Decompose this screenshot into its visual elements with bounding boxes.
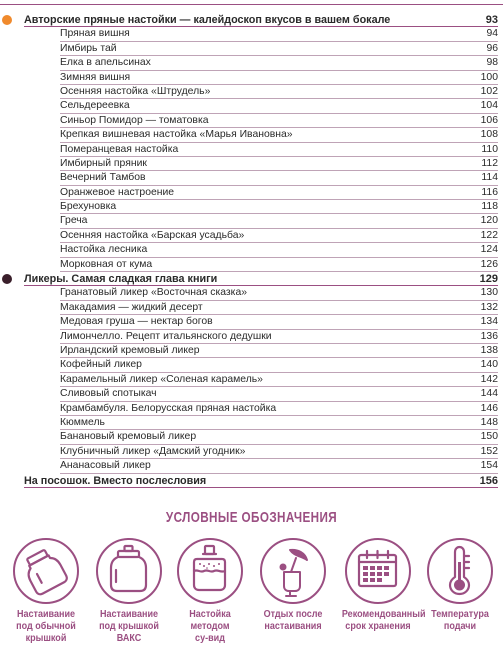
toc-row[interactable] [0,315,503,329]
toc-title: Осенняя настойка «Барская усадьба» [60,229,245,241]
toc-title: Ананасовый ликер [60,460,151,472]
calendar-icon [347,540,408,601]
legend-caption-line: срок хранения [345,620,411,632]
toc-title: Медовая груша — нектар богов [60,316,213,328]
top-divider [0,4,503,5]
toc-row[interactable] [0,99,503,113]
toc-title: Осенняя настойка «Штрудель» [60,85,211,97]
toc-page-number: 98 [486,57,498,69]
thermometer-icon [429,540,490,601]
legend-caption-line: Температура [431,608,489,620]
toc-row[interactable] [0,42,503,56]
toc-row[interactable] [0,301,503,315]
toc-row[interactable] [0,157,503,171]
toc-title: Померанцевая настойка [60,143,179,155]
toc-page-number: 108 [480,129,498,141]
legend-circle [96,538,162,604]
toc-page-number: 136 [480,330,498,342]
toc-page-number: 144 [480,388,498,400]
toc-row[interactable] [0,186,503,200]
toc-page-number: 116 [481,186,498,198]
legend-caption-line: Настаивание [99,608,159,620]
jar-lid-icon [15,540,76,601]
toc-title: Крамбамбуля. Белорусская пряная настойка [60,402,277,414]
toc-page-number: 138 [480,344,498,356]
toc-row[interactable] [0,200,503,214]
toc-title: Лимончелло. Рецепт итальянского дедушки [60,330,272,342]
legend-caption-line: су-вид [195,632,225,644]
sous-vide-icon [179,540,240,601]
toc-row[interactable] [0,214,503,228]
legend-caption-line: Отдых после [263,608,323,620]
toc-title: Сливовый спотыкач [60,388,157,400]
legend-item-rest [251,538,335,632]
toc-row[interactable] [0,229,503,243]
section-bullet-icon [2,15,12,25]
toc-title: Оранжевое настроение [60,186,175,198]
toc-title: Карамельный ликер «Соленая карамель» [60,373,263,385]
toc-page-number: 134 [480,316,498,328]
toc-page-number: 96 [486,42,498,54]
toc-row[interactable] [0,128,503,142]
toc-title: Крепкая вишневая настойка «Марья Ивановна» [60,129,293,141]
toc-title: Макадамия — жидкий десерт [60,301,203,313]
toc-rule [24,487,498,488]
toc-section-row[interactable] [0,474,503,488]
toc-page-number: 148 [480,416,498,428]
table-of-contents [0,13,503,488]
toc-page-number: 150 [480,431,498,443]
toc-section-row[interactable] [0,272,503,286]
toc-row[interactable] [0,56,503,70]
rest-icon [262,540,323,601]
toc-row[interactable] [0,358,503,372]
toc-row[interactable] [0,171,503,185]
legend [0,538,503,650]
toc-row[interactable] [0,445,503,459]
toc-page-number: 130 [480,287,498,299]
legend-circle [13,538,79,604]
legend-caption-line: под обычной [16,620,76,632]
toc-page-number: 126 [480,258,498,270]
toc-row[interactable] [0,243,503,257]
legend-caption-line: крышкой [25,632,67,644]
legend-circle [427,538,493,604]
legend-item-jar-lid [4,538,88,644]
toc-title: Банановый кремовый ликер [60,431,197,443]
toc-title: Зимняя вишня [60,71,131,83]
legend-item-thermometer [418,538,502,632]
toc-title: Ирландский кремовый ликер [60,344,200,356]
toc-page-number: 154 [480,460,498,472]
legend-title: УСЛОВНЫЕ ОБОЗНАЧЕНИЯ [165,509,338,526]
toc-title: Клубничный ликер «Дамский угодник» [60,445,246,457]
toc-row[interactable] [0,114,503,128]
toc-page-number: 102 [480,85,498,97]
legend-caption-line: под крышкой [99,620,159,632]
toc-page-number: 146 [480,402,498,414]
toc-row[interactable] [0,344,503,358]
toc-row[interactable] [0,402,503,416]
toc-page-number: 142 [480,373,498,385]
toc-title: Ликеры. Самая сладкая глава книги [24,273,218,286]
toc-row[interactable] [0,258,503,272]
toc-page-number: 100 [480,71,498,83]
toc-page-number: 129 [479,273,498,286]
toc-title: Имбирь тай [60,42,117,54]
toc-row[interactable] [0,387,503,401]
toc-title: Настойка лесника [60,244,148,256]
toc-row[interactable] [0,416,503,430]
toc-row[interactable] [0,373,503,387]
toc-page-number: 122 [480,229,498,241]
toc-page-number: 140 [480,359,498,371]
section-bullet-icon [2,274,12,284]
legend-item-sous-vide [168,538,252,644]
toc-page-number: 93 [485,14,498,26]
toc-title: Елка в апельсинах [60,57,151,69]
toc-section-row[interactable] [0,13,503,27]
toc-page-number: 110 [481,143,498,155]
legend-caption-line: Настаивание [16,608,76,620]
legend-item-vacuum-jar [87,538,171,644]
toc-title: Сельдереевка [60,100,130,112]
legend-circle [260,538,326,604]
toc-title: Кофейный ликер [60,359,142,371]
toc-row[interactable] [0,286,503,300]
toc-title: Греча [60,215,88,227]
toc-row[interactable] [0,330,503,344]
legend-caption-line: методом [190,620,230,632]
legend-circle [345,538,411,604]
toc-page-number: 94 [486,28,498,40]
toc-row[interactable] [0,27,503,41]
toc-page-number: 132 [480,301,498,313]
toc-row[interactable] [0,85,503,99]
toc-page-number: 124 [480,244,498,256]
toc-page-number: 104 [480,100,498,112]
toc-title: Морковная от кума [60,258,153,270]
toc-page-number: 112 [481,157,498,169]
toc-page-number: 106 [480,114,498,126]
toc-title: Гранатовый ликер «Восточная сказка» [60,287,248,299]
legend-caption-line: Рекомендованный [341,608,426,620]
legend-item-calendar [336,538,426,632]
toc-title: Пряная вишня [60,28,130,40]
toc-title: Авторские пряные настойки — калейдоскоп вкусов в вашем бокале [24,14,391,26]
toc-title: Вечерний Тамбов [60,172,146,184]
toc-row[interactable] [0,143,503,157]
toc-page-number: 118 [481,201,498,213]
toc-row[interactable] [0,71,503,85]
toc-page-number: 152 [480,445,498,457]
toc-page-number: 156 [479,474,498,487]
toc-title: Брехуновка [60,201,117,213]
legend-caption-line: подачи [443,620,477,632]
legend-caption-line: ВАКС [116,632,142,644]
vacuum-jar-icon [98,540,159,601]
toc-title: На посошок. Вместо послесловия [24,474,207,487]
legend-circle [177,538,243,604]
toc-title: Синьор Помидор — томатовка [60,114,209,126]
toc-title: Кюммель [60,416,105,428]
toc-page-number: 120 [480,215,498,227]
legend-caption-line: Настойка [189,608,231,620]
toc-title: Имбирный пряник [60,157,147,169]
toc-page-number: 114 [481,172,498,184]
toc-row[interactable] [0,459,503,473]
legend-caption-line: настаивания [264,620,322,632]
toc-row[interactable] [0,430,503,444]
